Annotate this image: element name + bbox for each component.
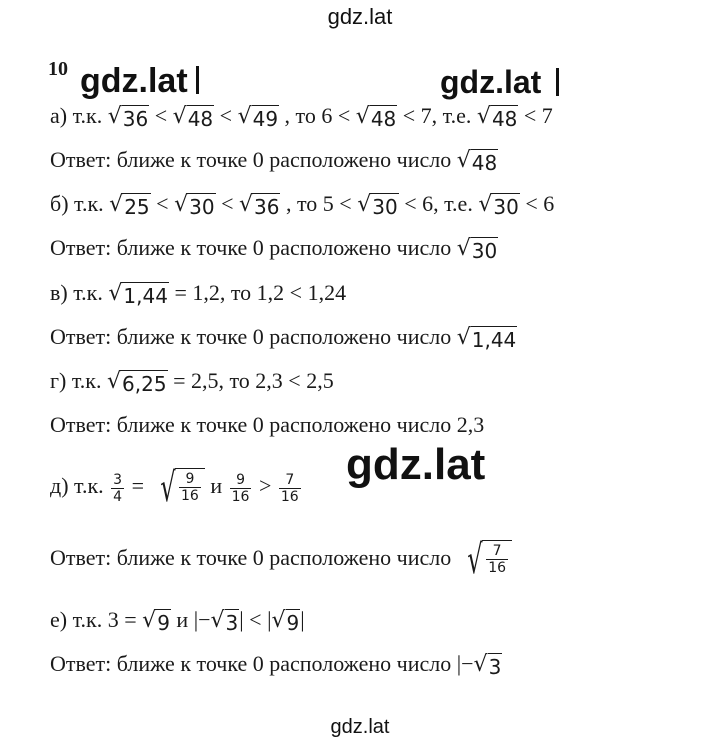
text: < bbox=[214, 103, 238, 128]
denominator: 16 bbox=[181, 488, 199, 504]
answer-d bbox=[50, 537, 512, 583]
numerator: 7 bbox=[492, 543, 502, 559]
text: Ответ: ближе к точке 0 расположено число |− bbox=[50, 651, 474, 676]
text: , то 6 < bbox=[279, 103, 356, 128]
radicand: 3 bbox=[225, 611, 239, 635]
fraction bbox=[486, 543, 508, 576]
text: Ответ: ближе к точке 0 расположено число bbox=[50, 147, 457, 172]
watermark-cursor-2 bbox=[556, 68, 559, 96]
answer-a bbox=[50, 146, 498, 176]
text: , то 5 < bbox=[280, 191, 358, 216]
sqrt: √ $\frac{7}{16}$ bbox=[457, 540, 512, 580]
sqrt: √ 48 bbox=[476, 104, 518, 131]
fraction bbox=[279, 472, 301, 505]
sqrt: √ 49 bbox=[237, 104, 279, 131]
text: е) т.к. 3 = bbox=[50, 607, 143, 632]
text: < bbox=[215, 191, 239, 216]
fraction bbox=[179, 471, 201, 504]
answer-v bbox=[50, 323, 517, 353]
sqrt: √ 48 bbox=[355, 104, 397, 131]
text: и bbox=[204, 473, 228, 499]
watermark-big-1: gdz.lat bbox=[80, 62, 188, 100]
answer-g bbox=[50, 411, 484, 439]
sqrt: √ 25 bbox=[109, 192, 150, 219]
text: б) т.к. bbox=[50, 191, 110, 216]
sqrt: √ 3 bbox=[473, 652, 502, 679]
text: д) т.к. bbox=[50, 473, 110, 499]
sqrt: √ $\frac{9}{16}$ bbox=[150, 468, 205, 508]
radicand: 48 bbox=[491, 107, 518, 131]
text: в) т.к. bbox=[50, 280, 109, 305]
text: Ответ: ближе к точке 0 расположено число 2,3 bbox=[50, 412, 485, 437]
numerator: 7 bbox=[285, 471, 295, 488]
text: г) т.к. bbox=[50, 368, 107, 393]
text: < 6 bbox=[519, 191, 555, 216]
text: и |− bbox=[170, 607, 211, 632]
numerator: 3 bbox=[113, 471, 123, 488]
line-v bbox=[50, 279, 346, 309]
text: < bbox=[150, 191, 175, 216]
text: < bbox=[149, 103, 173, 128]
sqrt: √ 1,44 bbox=[456, 325, 517, 352]
fraction bbox=[111, 472, 124, 505]
answer-b bbox=[50, 234, 498, 264]
sqrt: √ 48 bbox=[456, 148, 498, 175]
radicand: 25 bbox=[124, 195, 150, 219]
sqrt: √ 30 bbox=[456, 236, 498, 263]
line-g bbox=[50, 367, 334, 397]
answer-e bbox=[50, 650, 502, 680]
sqrt: √ 1,44 bbox=[108, 281, 168, 308]
text: = bbox=[126, 473, 150, 499]
text: < 7 bbox=[518, 103, 553, 128]
radicand: 3 bbox=[488, 655, 502, 679]
text: = 1,2, то 1,2 < 1,24 bbox=[168, 280, 347, 305]
radicand: 30 bbox=[372, 195, 398, 219]
text: | < | bbox=[239, 607, 272, 632]
text: Ответ: ближе к точке 0 расположено число bbox=[50, 545, 457, 571]
sqrt: √ 30 bbox=[174, 192, 215, 219]
watermark-bottom: gdz.lat bbox=[330, 716, 390, 738]
text: | bbox=[300, 607, 305, 632]
radicand: 1,44 bbox=[123, 284, 168, 308]
watermark-big-3: gdz.lat bbox=[346, 440, 486, 489]
sqrt: √ 30 bbox=[357, 192, 398, 219]
radicand: 6,25 bbox=[122, 372, 167, 396]
radicand: 48 bbox=[187, 107, 214, 131]
radicand: 36 bbox=[122, 107, 149, 131]
text: < 7, т.е. bbox=[397, 103, 477, 128]
line-a bbox=[50, 102, 553, 132]
line-b bbox=[50, 190, 554, 220]
text: Ответ: ближе к точке 0 расположено число bbox=[50, 235, 457, 260]
text: = 2,5, то 2,3 < 2,5 bbox=[167, 368, 334, 393]
sqrt: √ 9 bbox=[142, 608, 170, 635]
radicand: 30 bbox=[189, 195, 215, 219]
line-e bbox=[50, 606, 305, 636]
radicand: 36 bbox=[254, 195, 280, 219]
text: а) т.к. bbox=[50, 103, 108, 128]
fraction bbox=[230, 472, 252, 505]
text: > bbox=[253, 473, 277, 499]
radicand: 48 bbox=[370, 107, 397, 131]
radicand: 30 bbox=[471, 239, 498, 263]
sqrt: √ 6,25 bbox=[107, 369, 167, 396]
denominator: 16 bbox=[280, 488, 299, 505]
denominator: 16 bbox=[231, 488, 250, 505]
watermark-top: gdz.lat bbox=[327, 4, 393, 29]
radicand: 1,44 bbox=[471, 328, 517, 352]
text: Ответ: ближе к точке 0 расположено число bbox=[50, 324, 457, 349]
watermark-big-2: gdz.lat bbox=[440, 64, 542, 100]
sqrt: √ 3 bbox=[210, 608, 239, 635]
radicand: 30 bbox=[493, 195, 519, 219]
sqrt: √ 36 bbox=[238, 192, 280, 219]
sqrt: √ 36 bbox=[107, 104, 149, 131]
radicand: 9 bbox=[286, 611, 300, 635]
watermark-cursor-1 bbox=[196, 66, 199, 94]
radicand: 48 bbox=[471, 151, 498, 175]
sqrt: √ 30 bbox=[478, 192, 519, 219]
numerator: 9 bbox=[185, 471, 195, 487]
line-d bbox=[50, 465, 303, 511]
denominator: 16 bbox=[488, 560, 507, 576]
denominator: 4 bbox=[113, 488, 123, 505]
sqrt: √ 9 bbox=[271, 608, 300, 635]
sqrt: √ 48 bbox=[172, 104, 214, 131]
task-number: 10 bbox=[48, 58, 68, 80]
text: < 6, т.е. bbox=[398, 191, 479, 216]
numerator: 9 bbox=[236, 471, 245, 488]
radicand: 49 bbox=[252, 107, 279, 131]
radicand: 9 bbox=[157, 611, 170, 635]
